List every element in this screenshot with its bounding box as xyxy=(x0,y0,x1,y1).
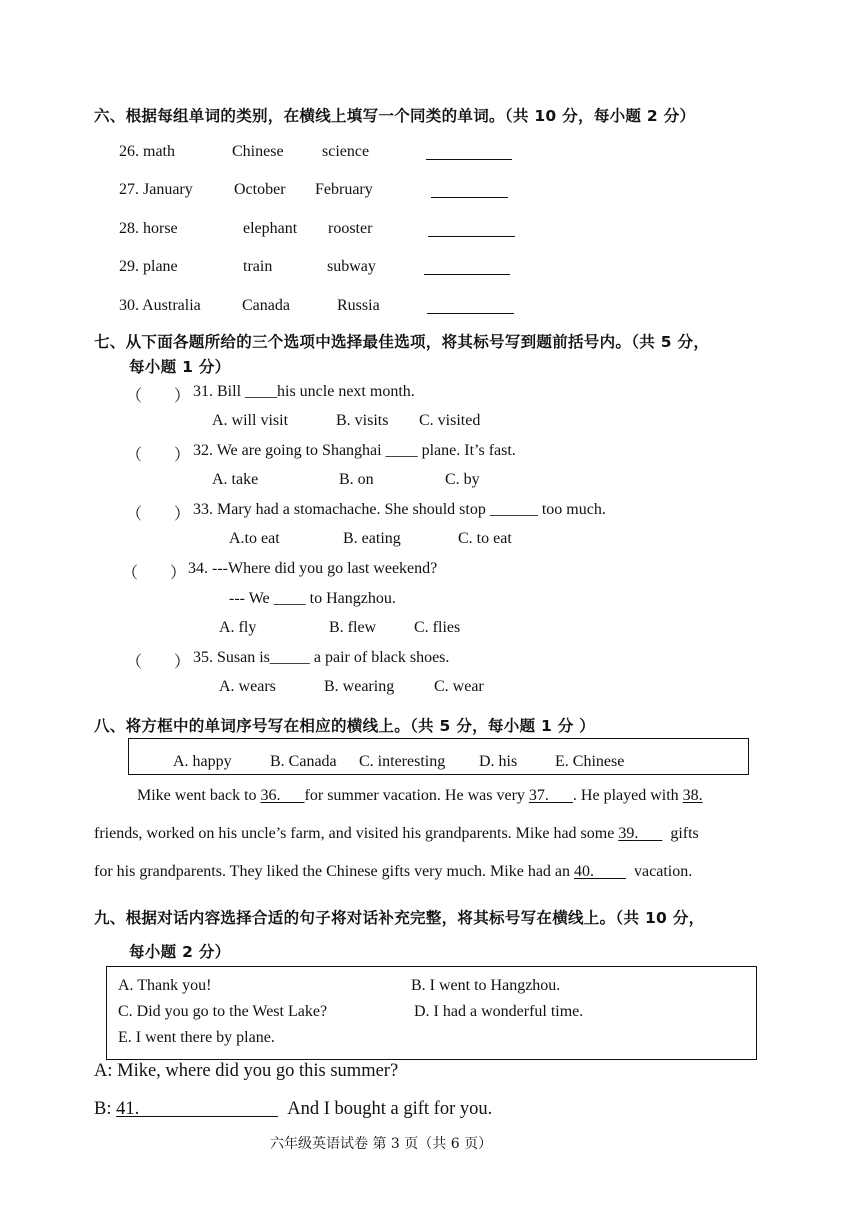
word-bank-item: C. interesting xyxy=(359,753,446,770)
question-stem-line-2: --- We ____ to Hangzhou. xyxy=(229,590,396,607)
page-footer: 六年级英语试卷 第 3 页（共 6 页） xyxy=(270,1136,493,1152)
word-1: 29. plane xyxy=(119,258,178,275)
passage-text: Mike went back to xyxy=(137,787,261,804)
option-c: C. visited xyxy=(419,412,481,429)
section-8-heading: 八、将方框中的单词序号写在相应的横线上。（共 5 分，每小题 1 分 ） xyxy=(94,717,596,735)
answer-parentheses[interactable]: （ ） xyxy=(126,447,191,464)
blank-number: 38. xyxy=(682,787,703,804)
dialogue-line-a: A: Mike, where did you go this summer? xyxy=(94,1061,399,1081)
question-stem: 35. Susan is_____ a pair of black shoes. xyxy=(193,649,450,666)
answer-blank[interactable] xyxy=(427,299,514,314)
word-1: 28. horse xyxy=(119,220,178,237)
option-c: C. by xyxy=(445,471,480,488)
answer-parentheses[interactable]: （ ） xyxy=(126,388,191,405)
word-1: 30. Australia xyxy=(119,297,201,314)
passage-text: . He played with xyxy=(572,787,683,804)
answer-blank[interactable] xyxy=(426,145,512,160)
speaker-label: B: xyxy=(94,1099,117,1119)
blank-number: 37. xyxy=(528,787,549,804)
word-2: elephant xyxy=(243,220,298,237)
blank-36[interactable] xyxy=(261,787,305,804)
option-a: A.to eat xyxy=(229,530,280,547)
blank-39[interactable] xyxy=(618,825,662,842)
dialogue-text: And I bought a gift for you. xyxy=(287,1099,493,1119)
question-stem: 33. Mary had a stomachache. She should stop ______ too much. xyxy=(193,501,606,518)
section-9-heading: 九、根据对话内容选择合适的句子将对话补充完整，将其标号写在横线上。（共 10 分， xyxy=(94,909,705,927)
word-bank-item: B. Canada xyxy=(270,753,337,770)
question-stem: 34. ---Where did you go last weekend? xyxy=(188,560,438,577)
section-7-heading-cont: 每小题 1 分） xyxy=(129,358,231,376)
option-b: B. wearing xyxy=(324,678,395,695)
blank-number: 39. xyxy=(618,825,639,842)
blank-41[interactable] xyxy=(116,1099,278,1119)
option-b: B. on xyxy=(339,471,374,488)
answer-parentheses[interactable]: （ ） xyxy=(126,506,191,523)
answer-blank[interactable] xyxy=(431,183,508,198)
passage-line-1 xyxy=(137,787,703,805)
word-bank-item: D. his xyxy=(479,753,518,770)
blank-number: 36. xyxy=(260,787,281,804)
word-1: 27. January xyxy=(119,181,193,198)
option-c: C. Did you go to the West Lake? xyxy=(118,1003,328,1020)
option-a: A. wears xyxy=(219,678,276,695)
passage-text: for summer vacation. He was very xyxy=(304,787,529,804)
passage-text: for his grandparents. They liked the Chinese gifts very much. Mike had an xyxy=(94,863,575,880)
answer-parentheses[interactable]: （ ） xyxy=(126,654,191,671)
blank-38[interactable] xyxy=(683,787,703,804)
word-2: Chinese xyxy=(232,143,284,160)
passage-line-3 xyxy=(94,863,692,881)
blank-number: 40. xyxy=(574,863,595,880)
option-b: B. I went to Hangzhou. xyxy=(411,977,561,994)
word-2: Canada xyxy=(242,297,290,314)
passage-line-2 xyxy=(94,825,699,843)
word-2: train xyxy=(243,258,273,275)
option-b: B. flew xyxy=(329,619,377,636)
question-stem: 32. We are going to Shanghai ____ plane. It’s fast. xyxy=(193,442,516,459)
section-6-heading: 六、根据每组单词的类别，在横线上填写一个同类的单词。（共 10 分，每小题 2 分） xyxy=(94,107,696,125)
word-3: science xyxy=(322,143,370,160)
word-3: February xyxy=(315,181,373,198)
section-7-heading: 七、从下面各题所给的三个选项中选择最佳选项，将其标号写到题前括号内。（共 5 分， xyxy=(94,333,710,351)
option-a: A. will visit xyxy=(212,412,289,429)
option-c: C. wear xyxy=(434,678,484,695)
option-a: A. Thank you! xyxy=(118,977,212,994)
word-3: rooster xyxy=(328,220,373,237)
option-a: A. fly xyxy=(219,619,257,636)
option-d: D. I had a wonderful time. xyxy=(414,1003,584,1020)
passage-text: vacation. xyxy=(634,863,693,880)
word-bank-item: E. Chinese xyxy=(555,753,625,770)
option-c: C. to eat xyxy=(458,530,512,547)
word-bank-item: A. happy xyxy=(173,753,232,770)
option-e: E. I went there by plane. xyxy=(118,1029,275,1046)
blank-37[interactable] xyxy=(529,787,573,804)
word-3: subway xyxy=(327,258,376,275)
word-2: October xyxy=(234,181,286,198)
blank-40[interactable] xyxy=(574,863,626,880)
option-c: C. flies xyxy=(414,619,461,636)
answer-blank[interactable] xyxy=(424,260,510,275)
word-1: 26. math xyxy=(119,143,175,160)
option-b: B. eating xyxy=(343,530,401,547)
blank-number: 41. xyxy=(116,1099,140,1119)
answer-blank[interactable] xyxy=(428,222,515,237)
answer-parentheses[interactable]: （ ） xyxy=(122,565,187,582)
dialogue-line-b xyxy=(94,1099,492,1120)
passage-text: gifts xyxy=(670,825,699,842)
question-stem: 31. Bill ____his uncle next month. xyxy=(193,383,415,400)
option-a: A. take xyxy=(212,471,259,488)
word-3: Russia xyxy=(337,297,380,314)
option-b: B. visits xyxy=(336,412,389,429)
passage-text: friends, worked on his uncle’s farm, and visited his grandparents. Mike had some xyxy=(94,825,619,842)
section-9-heading-cont: 每小题 2 分） xyxy=(129,943,231,961)
